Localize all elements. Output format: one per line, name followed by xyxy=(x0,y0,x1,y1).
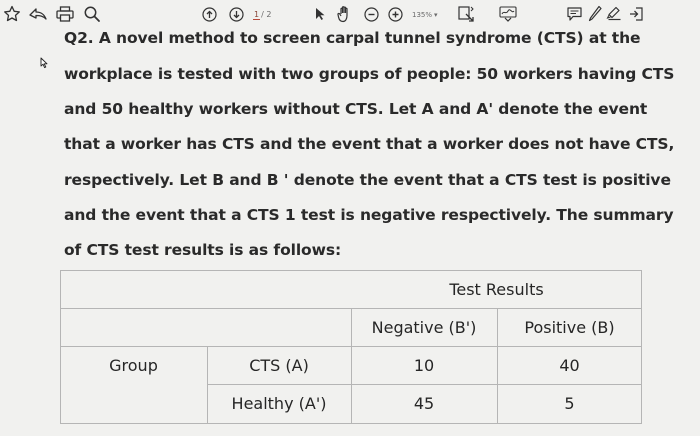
cell-healthy-positive: 5 xyxy=(564,394,575,413)
print-icon[interactable] xyxy=(56,6,74,22)
zoom-select[interactable] xyxy=(412,9,442,20)
comment-icon[interactable] xyxy=(567,7,582,21)
cell-healthy-negative: 45 xyxy=(413,394,435,413)
page-indicator[interactable] xyxy=(253,9,271,20)
star-icon[interactable] xyxy=(2,4,22,24)
page-total: / 2 xyxy=(261,10,272,19)
row-label-healthy: Healthy (A') xyxy=(231,394,327,413)
search-icon[interactable] xyxy=(83,5,101,23)
question-line-4: that a worker has CTS and the event that a worker does not have CTS, xyxy=(64,135,675,153)
row-label-cts: CTS (A) xyxy=(249,355,309,375)
page-current[interactable]: 1 xyxy=(254,9,260,19)
question-line-5: respectively. Let B and B ' denote the event that a CTS test is positive xyxy=(64,171,671,189)
highlight-icon[interactable] xyxy=(606,6,622,22)
arrow-up-icon[interactable] xyxy=(202,7,217,22)
question-line-1: Q2. A novel method to screen carpal tunnel syndrome (CTS) at the xyxy=(64,29,641,47)
sign-icon[interactable] xyxy=(499,6,517,22)
zoom-in-icon[interactable] xyxy=(388,7,403,22)
pdf-toolbar xyxy=(0,0,700,30)
chevron-down-icon: ▾ xyxy=(434,10,438,19)
column-header-positive: Positive (B) xyxy=(524,317,615,337)
more-icon[interactable] xyxy=(628,6,644,22)
hand-icon[interactable] xyxy=(337,5,353,23)
fit-page-icon[interactable] xyxy=(457,5,475,23)
select-arrow-icon[interactable] xyxy=(313,6,327,22)
row-group-label: Group xyxy=(109,355,158,375)
table-title: Test Results xyxy=(449,279,544,299)
cell-cts-positive: 40 xyxy=(559,355,580,375)
results-table xyxy=(60,270,642,424)
zoom-out-icon[interactable] xyxy=(364,7,379,22)
share-icon[interactable] xyxy=(28,5,48,23)
arrow-down-icon[interactable] xyxy=(229,7,244,22)
question-line-6: and the event that a CTS 1 test is negative respectively. The summary xyxy=(64,206,674,224)
cell-cts-negative: 10 xyxy=(413,355,435,375)
question-line-7: of CTS test results is as follows: xyxy=(64,241,342,259)
zoom-value: 135% xyxy=(412,10,433,19)
question-line-3: and 50 healthy workers without CTS. Let A and A' denote the event xyxy=(64,100,648,118)
mouse-cursor-icon xyxy=(40,54,50,66)
question-line-2: workplace is tested with two groups of people: 50 workers having CTS xyxy=(64,65,675,83)
pen-icon[interactable] xyxy=(588,5,602,23)
column-header-negative: Negative (B') xyxy=(371,317,477,337)
